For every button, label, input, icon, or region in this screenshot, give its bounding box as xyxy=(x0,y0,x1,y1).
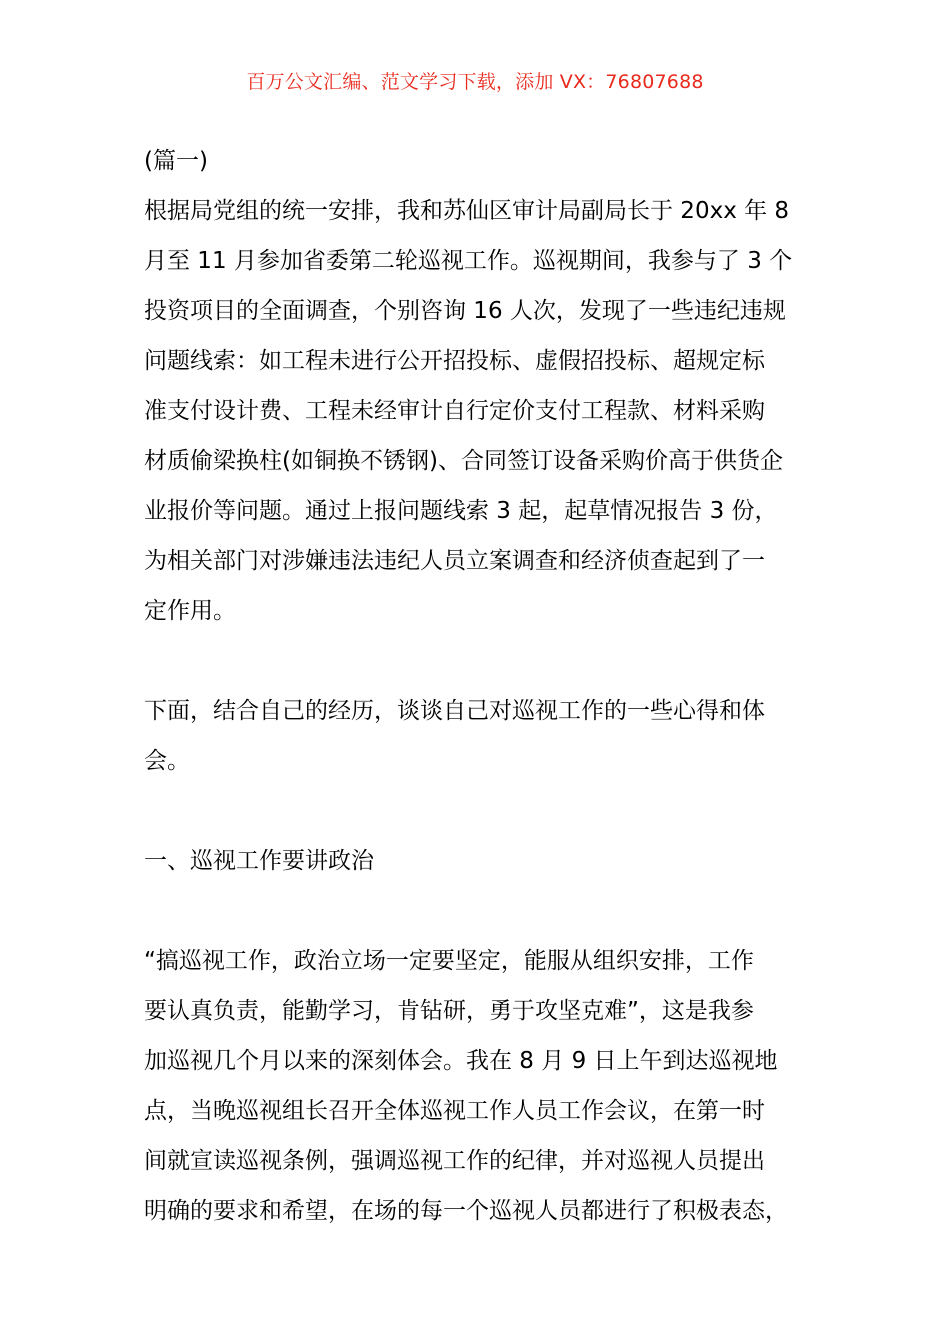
section-heading: 一、巡视工作要讲政治 xyxy=(144,848,374,874)
paragraph-line: “搞巡视工作，政治立场一定要坚定，能服从组织安排，工作 xyxy=(144,948,754,974)
section-label: (篇一) xyxy=(144,148,208,174)
paragraph-line: 根据局党组的统一安排，我和苏仙区审计局副局长于 20xx 年 8 xyxy=(144,198,790,224)
paragraph-1 xyxy=(144,186,808,636)
paragraph-spacer xyxy=(144,786,808,836)
paragraph-line: 业报价等问题。通过上报问题线索 3 起，起草情况报告 3 份， xyxy=(144,498,778,524)
paragraph-2 xyxy=(144,686,808,786)
paragraph-spacer xyxy=(144,636,808,686)
paragraph-3 xyxy=(144,936,808,1236)
paragraph-line: 准支付设计费、工程未经审计自行定价支付工程款、材料采购 xyxy=(144,398,765,424)
paragraph-line: 材质偷梁换柱(如铜换不锈钢)、合同签订设备采购价高于供货企 xyxy=(144,448,783,474)
paragraph-line: 投资项目的全面调查，个别咨询 16 人次，发现了一些违纪违规 xyxy=(144,298,786,324)
header-watermark-text: 百万公文汇编、范文学习下载，添加 VX：76807688 xyxy=(246,71,704,93)
paragraph-line: 点，当晚巡视组长召开全体巡视工作人员工作会议，在第一时 xyxy=(144,1098,765,1124)
paragraph-line: 为相关部门对涉嫌违法违纪人员立案调查和经济侦查起到了一 xyxy=(144,548,765,574)
paragraph-line: 加巡视几个月以来的深刻体会。我在 8 月 9 日上午到达巡视地 xyxy=(144,1048,778,1074)
paragraph-line: 月至 11 月参加省委第二轮巡视工作。巡视期间，我参与了 3 个 xyxy=(144,248,793,274)
paragraph-spacer xyxy=(144,886,808,936)
paragraph-line: 问题线索：如工程未进行公开招投标、虚假招投标、超规定标 xyxy=(144,348,765,374)
paragraph-line: 会。 xyxy=(144,748,190,774)
paragraph-line: 下面，结合自己的经历，谈谈自己对巡视工作的一些心得和体 xyxy=(144,698,765,724)
paragraph-line: 定作用。 xyxy=(144,598,236,624)
document-body xyxy=(144,136,808,1236)
paragraph-line: 要认真负责，能勤学习，肯钻研，勇于攻坚克难”，这是我参 xyxy=(144,998,754,1024)
paragraph-line: 间就宣读巡视条例，强调巡视工作的纪律，并对巡视人员提出 xyxy=(144,1148,765,1174)
paragraph-line: 明确的要求和希望，在场的每一个巡视人员都进行了积极表态， xyxy=(144,1198,788,1224)
